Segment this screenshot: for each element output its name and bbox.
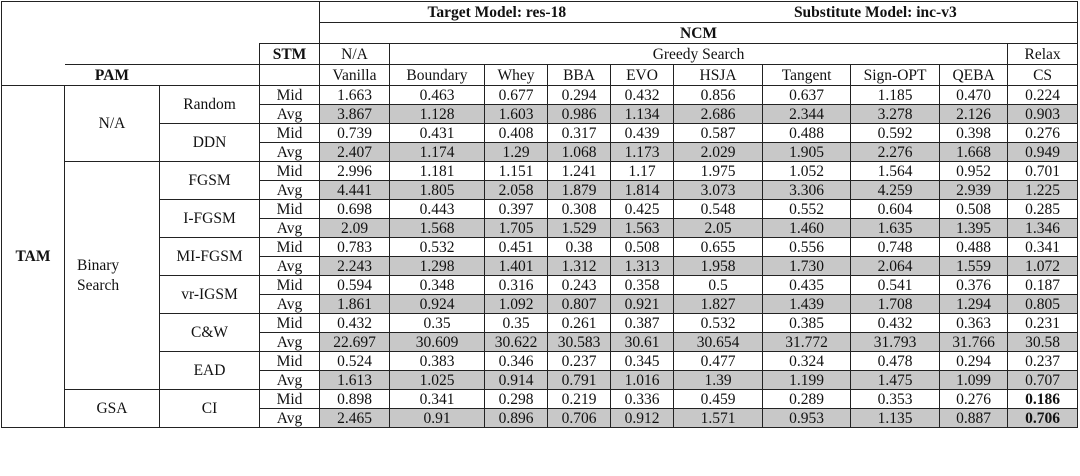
value-cell: 1.135 (851, 409, 940, 428)
value-cell: 30.58 (1008, 333, 1078, 352)
value-cell: 1.313 (611, 257, 674, 276)
value-cell: 30.61 (611, 333, 674, 352)
value-cell: 0.38 (548, 238, 611, 257)
table-row (2, 352, 1078, 371)
value-cell: 1.905 (763, 143, 851, 162)
value-cell: 4.441 (320, 181, 390, 200)
ncm-label: NCM (320, 23, 1078, 44)
pam-group-label (65, 162, 160, 390)
greedy-search-label: Greedy Search (390, 44, 1008, 65)
value-cell: 1.241 (548, 162, 611, 181)
value-cell: 1.975 (674, 162, 763, 181)
value-cell: 31.766 (940, 333, 1008, 352)
value-cell: 0.341 (1008, 238, 1078, 257)
method-label: vr-IGSM (160, 276, 260, 314)
value-cell: 2.686 (674, 105, 763, 124)
value-cell: 0.276 (940, 390, 1008, 409)
row-type-label: Mid (260, 238, 320, 257)
value-cell: 0.896 (485, 409, 548, 428)
header-blank-left (2, 65, 65, 86)
value-cell: 4.259 (851, 181, 940, 200)
value-cell: 0.706 (548, 409, 611, 428)
value-cell: 0.748 (851, 238, 940, 257)
value-cell: 1.568 (390, 219, 485, 238)
header-corner-mid (2, 44, 260, 65)
target-model-label: Target Model: res-18 (320, 2, 674, 23)
value-cell: 0.376 (940, 276, 1008, 295)
row-type-label: Mid (260, 352, 320, 371)
value-cell: 2.465 (320, 409, 390, 428)
value-cell: 30.583 (548, 333, 611, 352)
value-cell: 0.289 (763, 390, 851, 409)
value-cell: 1.29 (485, 143, 548, 162)
value-cell: 1.564 (851, 162, 940, 181)
method-label: MI-FGSM (160, 238, 260, 276)
row-type-label: Avg (260, 181, 320, 200)
value-cell: 0.677 (485, 86, 548, 105)
value-cell: 1.460 (763, 219, 851, 238)
value-cell: 0.698 (320, 200, 390, 219)
value-cell: 31.793 (851, 333, 940, 352)
value-cell: 0.791 (548, 371, 611, 390)
value-cell: 2.939 (940, 181, 1008, 200)
row-type-label: Mid (260, 200, 320, 219)
table-row (2, 314, 1078, 333)
pam-label-line: Binary (77, 256, 120, 274)
value-cell: 0.186 (1008, 390, 1078, 409)
value-cell: 0.435 (763, 276, 851, 295)
column-header-evo: EVO (611, 65, 674, 86)
value-cell: 1.439 (763, 295, 851, 314)
value-cell: 2.05 (674, 219, 763, 238)
value-cell: 0.953 (763, 409, 851, 428)
header-row-models (2, 2, 1078, 23)
value-cell: 1.663 (320, 86, 390, 105)
value-cell: 0.237 (1008, 352, 1078, 371)
value-cell: 1.705 (485, 219, 548, 238)
value-cell: 1.199 (763, 371, 851, 390)
table-row (2, 238, 1078, 257)
value-cell: 0.898 (320, 390, 390, 409)
value-cell: 0.294 (548, 86, 611, 105)
value-cell: 0.921 (611, 295, 674, 314)
value-cell: 1.185 (851, 86, 940, 105)
value-cell: 1.17 (611, 162, 674, 181)
value-cell: 0.316 (485, 276, 548, 295)
tam-label: TAM (2, 86, 65, 428)
column-header-bba: BBA (548, 65, 611, 86)
table-row (2, 390, 1078, 409)
value-cell: 0.432 (851, 314, 940, 333)
value-cell: 3.306 (763, 181, 851, 200)
value-cell: 0.548 (674, 200, 763, 219)
method-label: CI (160, 390, 260, 428)
value-cell: 0.308 (548, 200, 611, 219)
value-cell: 2.344 (763, 105, 851, 124)
results-table (1, 1, 1078, 428)
pam-group-label: N/A (65, 86, 160, 162)
column-header-vanilla: Vanilla (320, 65, 390, 86)
value-cell: 1.225 (1008, 181, 1078, 200)
row-type-label: Mid (260, 86, 320, 105)
value-cell: 1.879 (548, 181, 611, 200)
header-blank-right (160, 65, 260, 86)
value-cell: 1.571 (674, 409, 763, 428)
value-cell: 1.861 (320, 295, 390, 314)
row-type-label: Avg (260, 219, 320, 238)
column-header-cs: CS (1008, 65, 1078, 86)
value-cell: 3.278 (851, 105, 940, 124)
value-cell: 1.559 (940, 257, 1008, 276)
value-cell: 0.425 (611, 200, 674, 219)
value-cell: 1.181 (390, 162, 485, 181)
value-cell: 2.996 (320, 162, 390, 181)
column-header-hsja: HSJA (674, 65, 763, 86)
value-cell: 0.387 (611, 314, 674, 333)
value-cell: 2.064 (851, 257, 940, 276)
value-cell: 0.408 (485, 124, 548, 143)
substitute-model-label: Substitute Model: inc-v3 (674, 2, 1078, 23)
value-cell: 0.439 (611, 124, 674, 143)
na-label: N/A (320, 44, 390, 65)
value-cell: 1.668 (940, 143, 1008, 162)
value-cell: 0.5 (674, 276, 763, 295)
value-cell: 0.346 (485, 352, 548, 371)
value-cell: 1.294 (940, 295, 1008, 314)
value-cell: 1.134 (611, 105, 674, 124)
value-cell: 1.805 (390, 181, 485, 200)
pam-group-label: GSA (65, 390, 160, 428)
value-cell: 30.609 (390, 333, 485, 352)
value-cell: 0.463 (390, 86, 485, 105)
column-header-qeba: QEBA (940, 65, 1008, 86)
value-cell: 31.772 (763, 333, 851, 352)
value-cell: 2.126 (940, 105, 1008, 124)
row-type-label: Mid (260, 390, 320, 409)
value-cell: 0.470 (940, 86, 1008, 105)
value-cell: 0.532 (674, 314, 763, 333)
value-cell: 1.603 (485, 105, 548, 124)
value-cell: 1.052 (763, 162, 851, 181)
value-cell: 1.730 (763, 257, 851, 276)
value-cell: 1.613 (320, 371, 390, 390)
column-header-tangent: Tangent (763, 65, 851, 86)
value-cell: 0.341 (390, 390, 485, 409)
method-label: Random (160, 86, 260, 124)
value-cell: 0.294 (940, 352, 1008, 371)
value-cell: 0.432 (320, 314, 390, 333)
row-type-label: Mid (260, 314, 320, 333)
value-cell: 1.814 (611, 181, 674, 200)
value-cell: 0.187 (1008, 276, 1078, 295)
pam-label-line: Search (77, 276, 120, 294)
value-cell: 0.914 (485, 371, 548, 390)
value-cell: 1.072 (1008, 257, 1078, 276)
value-cell: 0.604 (851, 200, 940, 219)
value-cell: 2.407 (320, 143, 390, 162)
value-cell: 0.91 (390, 409, 485, 428)
value-cell: 1.173 (611, 143, 674, 162)
table-row (2, 276, 1078, 295)
value-cell: 1.401 (485, 257, 548, 276)
row-type-label: Avg (260, 409, 320, 428)
value-cell: 0.887 (940, 409, 1008, 428)
header-row-columns (2, 65, 1078, 86)
value-cell: 1.958 (674, 257, 763, 276)
value-cell: 0.488 (763, 124, 851, 143)
value-cell: 1.099 (940, 371, 1008, 390)
value-cell: 1.068 (548, 143, 611, 162)
value-cell: 1.39 (674, 371, 763, 390)
row-type-label: Avg (260, 371, 320, 390)
value-cell: 1.298 (390, 257, 485, 276)
value-cell: 0.508 (611, 238, 674, 257)
method-label: I-FGSM (160, 200, 260, 238)
value-cell: 1.395 (940, 219, 1008, 238)
value-cell: 1.128 (390, 105, 485, 124)
value-cell: 0.397 (485, 200, 548, 219)
value-cell: 0.398 (940, 124, 1008, 143)
header-blank-stm (260, 65, 320, 86)
value-cell: 1.092 (485, 295, 548, 314)
value-cell: 0.655 (674, 238, 763, 257)
value-cell: 0.594 (320, 276, 390, 295)
header-row-stm (2, 44, 1078, 65)
value-cell: 0.385 (763, 314, 851, 333)
value-cell: 0.35 (390, 314, 485, 333)
value-cell: 0.739 (320, 124, 390, 143)
value-cell: 0.477 (674, 352, 763, 371)
value-cell: 30.654 (674, 333, 763, 352)
value-cell: 0.237 (548, 352, 611, 371)
value-cell: 0.324 (763, 352, 851, 371)
value-cell: 0.231 (1008, 314, 1078, 333)
table-body (2, 2, 1078, 428)
value-cell: 0.903 (1008, 105, 1078, 124)
value-cell: 0.532 (390, 238, 485, 257)
method-label: C&W (160, 314, 260, 352)
value-cell: 0.219 (548, 390, 611, 409)
value-cell: 0.592 (851, 124, 940, 143)
column-header-whey: Whey (485, 65, 548, 86)
value-cell: 1.827 (674, 295, 763, 314)
table-row (2, 86, 1078, 105)
value-cell: 0.261 (548, 314, 611, 333)
value-cell: 0.508 (940, 200, 1008, 219)
value-cell: 3.073 (674, 181, 763, 200)
value-cell: 0.363 (940, 314, 1008, 333)
value-cell: 1.563 (611, 219, 674, 238)
value-cell: 0.383 (390, 352, 485, 371)
row-type-label: Mid (260, 276, 320, 295)
value-cell: 1.016 (611, 371, 674, 390)
value-cell: 0.805 (1008, 295, 1078, 314)
table-row (2, 124, 1078, 143)
value-cell: 0.243 (548, 276, 611, 295)
value-cell: 1.635 (851, 219, 940, 238)
value-cell: 0.912 (611, 409, 674, 428)
value-cell: 1.708 (851, 295, 940, 314)
value-cell: 1.529 (548, 219, 611, 238)
value-cell: 0.556 (763, 238, 851, 257)
value-cell: 0.637 (763, 86, 851, 105)
value-cell: 1.312 (548, 257, 611, 276)
value-cell: 1.025 (390, 371, 485, 390)
method-label: EAD (160, 352, 260, 390)
value-cell: 0.276 (1008, 124, 1078, 143)
pam-header-label: PAM (65, 65, 160, 86)
relax-label: Relax (1008, 44, 1078, 65)
value-cell: 30.622 (485, 333, 548, 352)
value-cell: 0.353 (851, 390, 940, 409)
value-cell: 0.336 (611, 390, 674, 409)
row-type-label: Avg (260, 333, 320, 352)
value-cell: 1.151 (485, 162, 548, 181)
value-cell: 0.358 (611, 276, 674, 295)
value-cell: 2.029 (674, 143, 763, 162)
row-type-label: Avg (260, 295, 320, 314)
row-type-label: Avg (260, 105, 320, 124)
row-type-label: Mid (260, 124, 320, 143)
value-cell: 2.09 (320, 219, 390, 238)
value-cell: 0.488 (940, 238, 1008, 257)
value-cell: 0.478 (851, 352, 940, 371)
value-cell: 0.541 (851, 276, 940, 295)
header-corner-top (2, 2, 320, 44)
value-cell: 0.432 (611, 86, 674, 105)
row-type-label: Avg (260, 257, 320, 276)
value-cell: 0.224 (1008, 86, 1078, 105)
value-cell: 0.986 (548, 105, 611, 124)
method-label: FGSM (160, 162, 260, 200)
value-cell: 0.952 (940, 162, 1008, 181)
value-cell: 0.345 (611, 352, 674, 371)
value-cell: 3.867 (320, 105, 390, 124)
value-cell: 0.807 (548, 295, 611, 314)
column-header-sign-opt: Sign-OPT (851, 65, 940, 86)
method-label: DDN (160, 124, 260, 162)
value-cell: 0.587 (674, 124, 763, 143)
value-cell: 2.058 (485, 181, 548, 200)
value-cell: 0.285 (1008, 200, 1078, 219)
value-cell: 0.707 (1008, 371, 1078, 390)
value-cell: 0.35 (485, 314, 548, 333)
value-cell: 1.475 (851, 371, 940, 390)
stm-label: STM (260, 44, 320, 65)
row-type-label: Avg (260, 143, 320, 162)
value-cell: 0.431 (390, 124, 485, 143)
value-cell: 0.856 (674, 86, 763, 105)
value-cell: 0.451 (485, 238, 548, 257)
value-cell: 0.443 (390, 200, 485, 219)
value-cell: 0.348 (390, 276, 485, 295)
value-cell: 0.552 (763, 200, 851, 219)
table-row (2, 162, 1078, 181)
value-cell: 0.524 (320, 352, 390, 371)
value-cell: 0.924 (390, 295, 485, 314)
column-header-boundary: Boundary (390, 65, 485, 86)
value-cell: 0.783 (320, 238, 390, 257)
value-cell: 0.701 (1008, 162, 1078, 181)
row-type-label: Mid (260, 162, 320, 181)
value-cell: 0.317 (548, 124, 611, 143)
value-cell: 0.706 (1008, 409, 1078, 428)
value-cell: 0.949 (1008, 143, 1078, 162)
value-cell: 22.697 (320, 333, 390, 352)
value-cell: 0.459 (674, 390, 763, 409)
value-cell: 1.346 (1008, 219, 1078, 238)
value-cell: 2.243 (320, 257, 390, 276)
value-cell: 2.276 (851, 143, 940, 162)
table-row (2, 200, 1078, 219)
value-cell: 1.174 (390, 143, 485, 162)
value-cell: 0.298 (485, 390, 548, 409)
